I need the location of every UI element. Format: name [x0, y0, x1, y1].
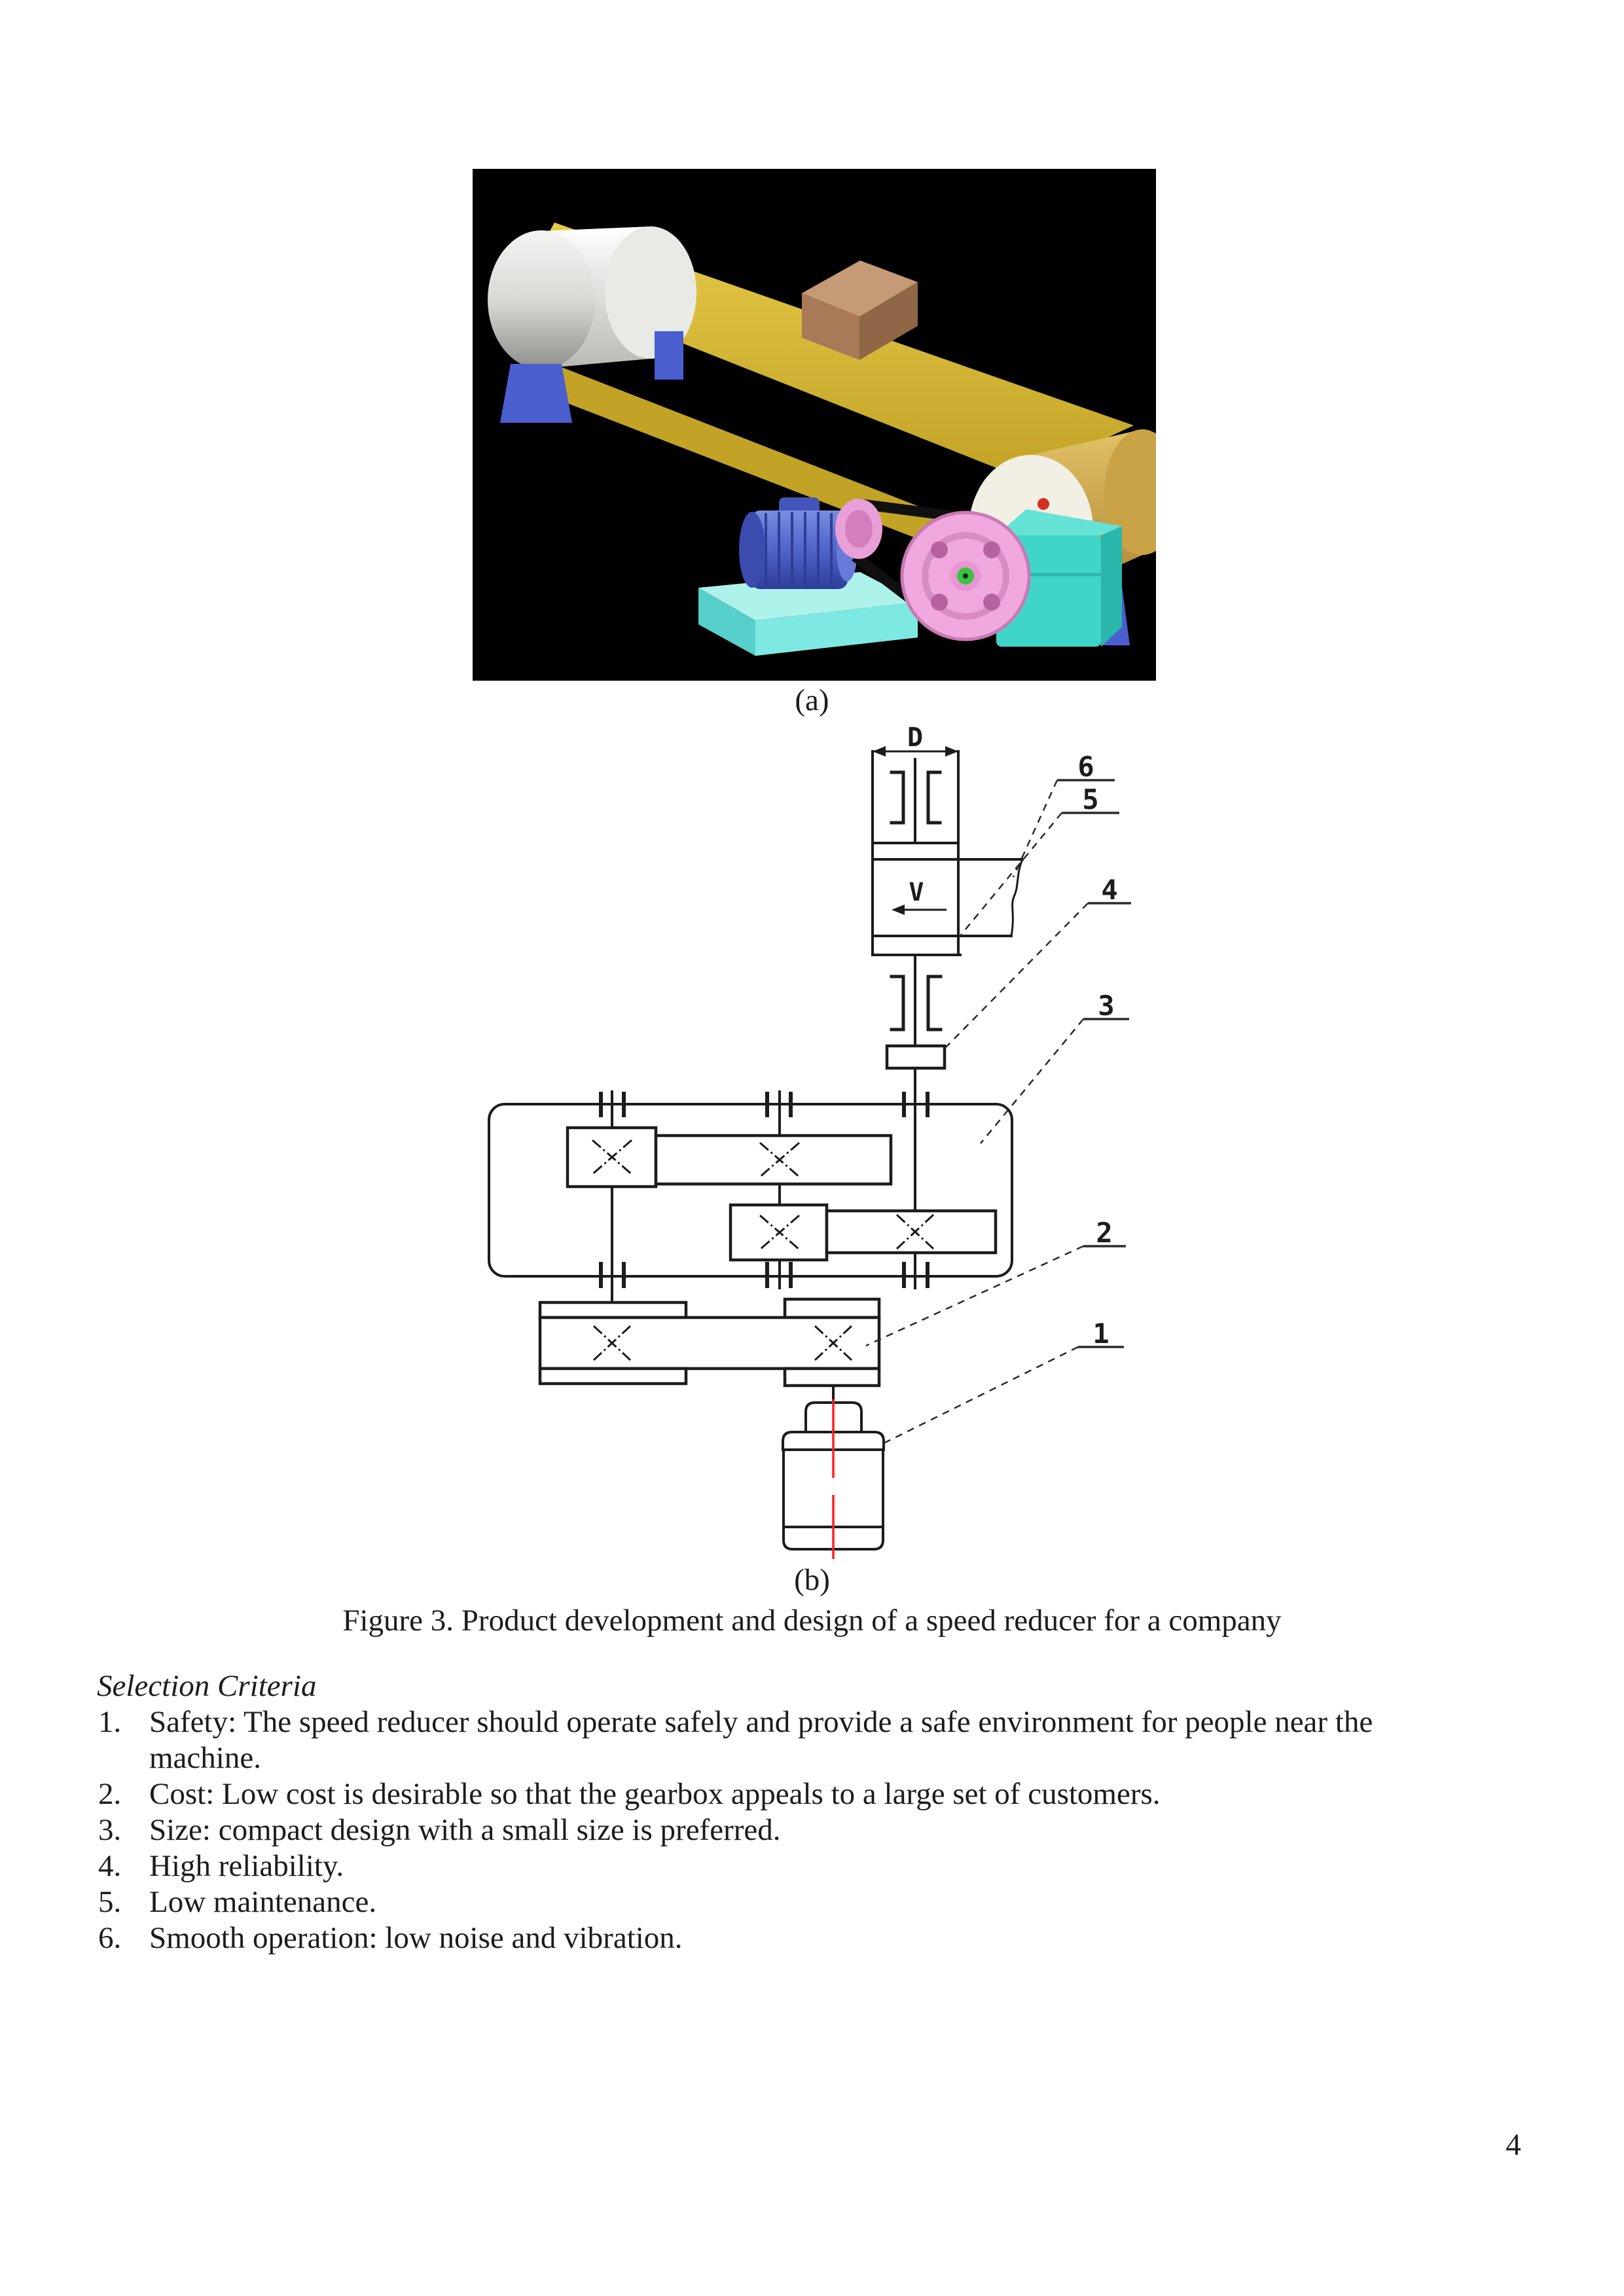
motor-symbol — [783, 1399, 884, 1559]
list-item-text: Size: compact design with a small size is preferred. — [149, 1813, 781, 1847]
conveyor-render-image — [473, 169, 1156, 681]
gear-stage-2 — [731, 1205, 996, 1260]
bearing-symbol — [892, 977, 903, 1030]
list-item-number: 5. — [98, 1885, 122, 1919]
list-item — [98, 1776, 1506, 1812]
dimension-d-label: D — [907, 723, 924, 753]
section-heading: Selection Criteria — [97, 1669, 317, 1703]
list-item-text: Low maintenance. — [149, 1885, 377, 1919]
list-item-number: 6. — [98, 1921, 122, 1955]
output-shaft — [887, 955, 945, 1092]
callout-3 — [981, 990, 1129, 1143]
list-item — [98, 1812, 1506, 1848]
gear-stage-1 — [568, 1128, 891, 1187]
list-item-text: Cost: Low cost is desirable so that the gearbox appeals to a large set of customers. — [149, 1777, 1161, 1811]
page-number: 4 — [1506, 2128, 1521, 2162]
list-item-number: 1. — [98, 1705, 122, 1739]
figure-caption: Figure 3. Product development and design of a speed reducer for a company — [342, 1604, 1282, 1638]
list-item-number: 3. — [98, 1813, 122, 1847]
svg-text:1: 1 — [1092, 1318, 1110, 1350]
gearbox-housing — [489, 1092, 1012, 1302]
coupling-symbol — [887, 1046, 945, 1068]
list-item — [98, 1848, 1506, 1884]
list-item — [98, 1704, 1506, 1776]
svg-text:2: 2 — [1096, 1217, 1113, 1249]
list-item-number: 4. — [98, 1849, 122, 1883]
figure-a-label: (a) — [795, 683, 829, 717]
drum-symbol — [873, 723, 1022, 955]
list-item — [98, 1884, 1506, 1920]
figure-b-label: (b) — [794, 1563, 830, 1597]
belt-velocity-arrow — [892, 878, 947, 915]
svg-text:4: 4 — [1101, 874, 1118, 906]
svg-text:3: 3 — [1098, 990, 1115, 1022]
svg-text:6: 6 — [1077, 751, 1094, 783]
list-item-text: High reliability. — [149, 1849, 344, 1883]
criteria-list — [98, 1704, 1506, 1956]
conveyor-3d-scene — [473, 169, 1156, 681]
tail-drum-pedestal — [500, 364, 572, 423]
callout-1 — [884, 1318, 1124, 1443]
list-item-text: Smooth operation: low noise and vibration. — [149, 1921, 683, 1955]
belt-drive-symbol — [540, 1299, 879, 1403]
list-item — [98, 1920, 1506, 1956]
list-item-number: 2. — [98, 1777, 122, 1811]
velocity-v-label: V — [909, 878, 924, 906]
list-item-text: Safety: The speed reducer should operate safely and provide a safe environment for people near the machine. — [149, 1705, 1373, 1775]
oil-plug — [1038, 498, 1049, 510]
bearing-symbol — [928, 977, 941, 1030]
svg-text:5: 5 — [1082, 783, 1099, 816]
large-pulley — [902, 512, 1029, 639]
belt-break-line — [1011, 859, 1022, 936]
reducer-schematic — [471, 717, 1159, 1594]
reducer-schematic-drawing — [471, 717, 1159, 1594]
